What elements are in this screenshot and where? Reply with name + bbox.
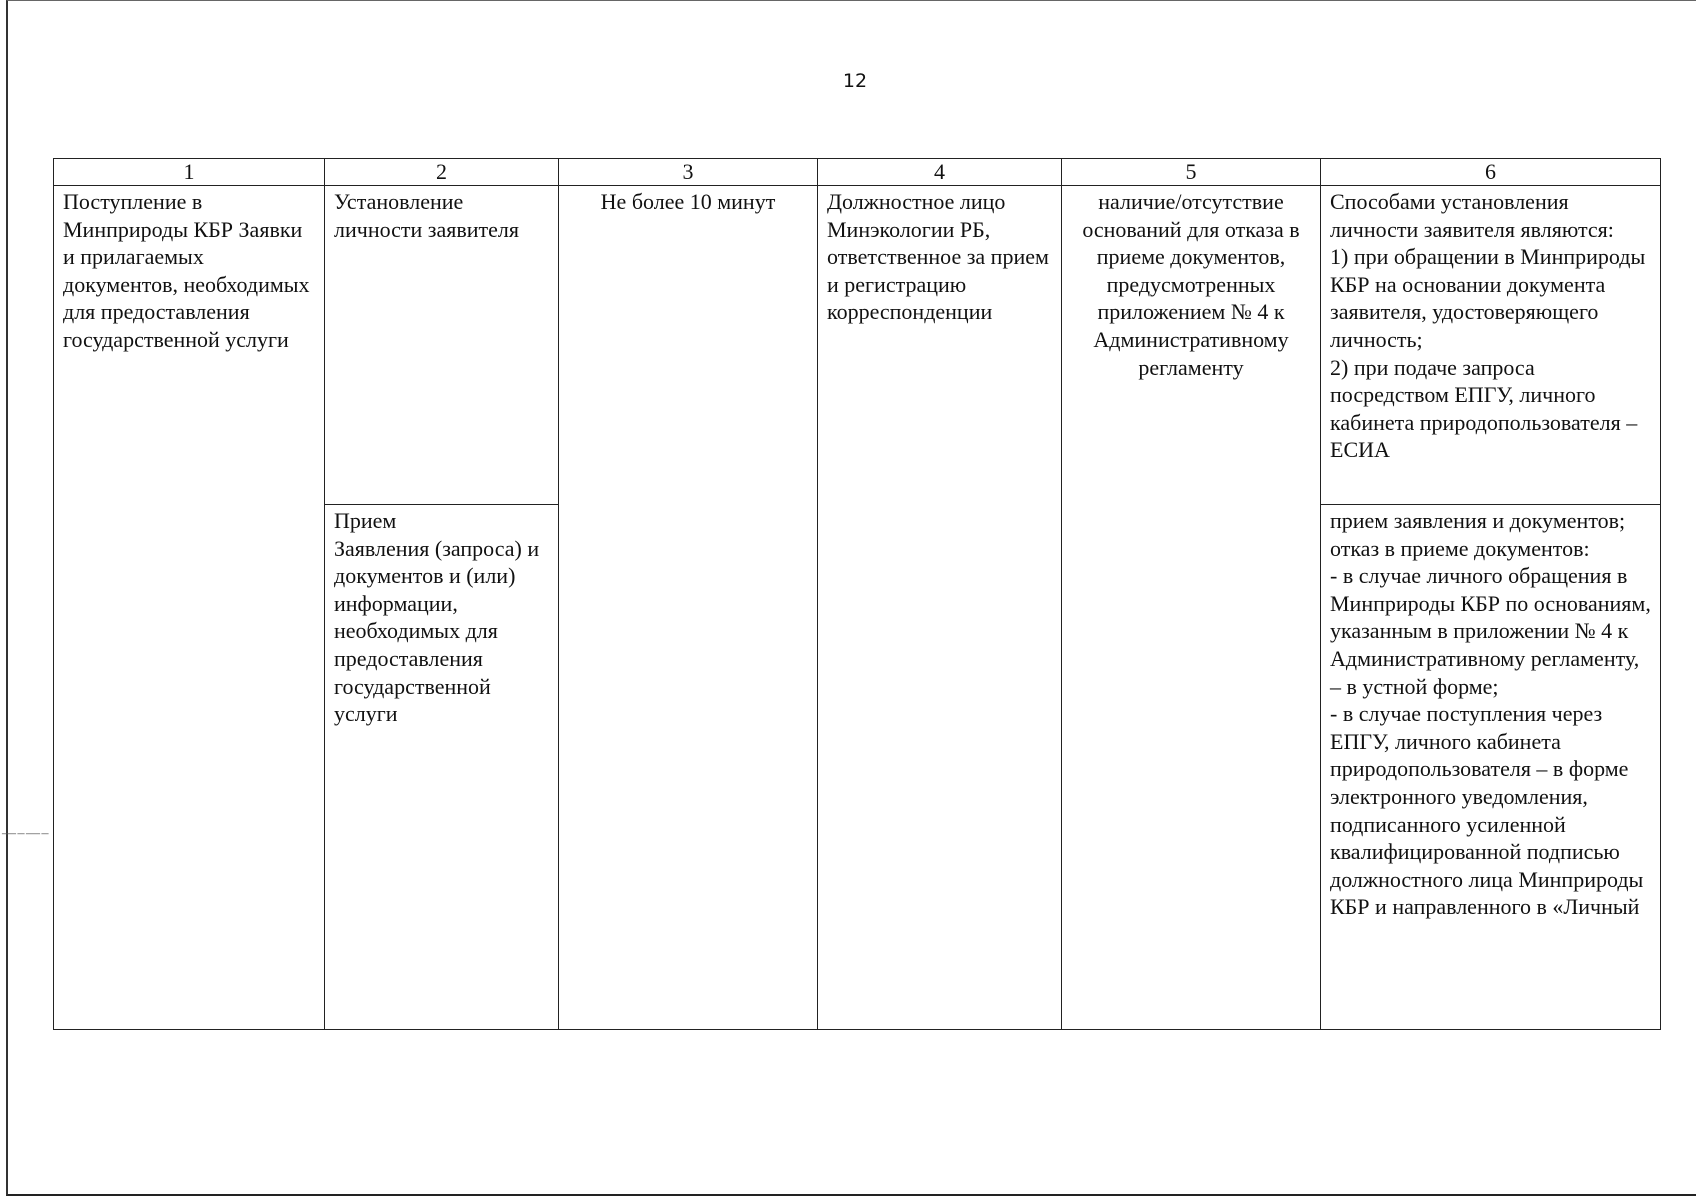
scan-artifact-mark: — – — – xyxy=(2,826,48,841)
result-cell: прием заявления и документов; отказ в приеме документов: - в случае личного обращения в Минприроды КБР по основаниям, указанным в приложении № 4 к Административному регламенту, – в устной форме; - в случае поступления через ЕПГУ, личного кабинета природопользователя – в форме электронного уведомления, подписанного усиленной квалифицированной подписью должностного лица Минприроды КБР и направленного в «Личный xyxy=(1321,505,1661,1030)
column-header-3: 3 xyxy=(559,159,818,186)
page-number: 12 xyxy=(842,70,868,92)
column-header-1: 1 xyxy=(54,159,325,186)
procedure-basis-cell: Поступление в Минприроды КБР Заявки и прилагаемых документов, необходимых для предоставления государственной услуги xyxy=(54,186,325,1030)
column-header-6: 6 xyxy=(1321,159,1661,186)
column-header-5: 5 xyxy=(1062,159,1321,186)
column-header-4: 4 xyxy=(818,159,1062,186)
table-header-row xyxy=(54,159,1661,186)
decision-criteria-cell: наличие/отсутствие оснований для отказа в приеме документов, предусмотренных приложением № 4 к Административному регламенту xyxy=(1062,186,1321,1030)
action-cell: Прием Заявления (запроса) и документов и (или) информации, необходимых для предоставления государственной услуги xyxy=(325,505,559,1030)
result-cell: Способами установления личности заявителя являются: 1) при обращении в Минприроды КБР на основании документа заявителя, удостоверяющего личность; 2) при подаче запроса посредством ЕПГУ, личного кабинета природопользователя – ЕСИА xyxy=(1321,186,1661,505)
duration-cell: Не более 10 минут xyxy=(559,186,818,1030)
column-header-2: 2 xyxy=(325,159,559,186)
table-row xyxy=(54,186,1661,505)
procedure-table xyxy=(53,158,1661,1030)
responsible-person-cell: Должностное лицо Минэкологии РБ, ответственное за прием и регистрацию корреспонденции xyxy=(818,186,1062,1030)
action-cell: Установление личности заявителя xyxy=(325,186,559,505)
